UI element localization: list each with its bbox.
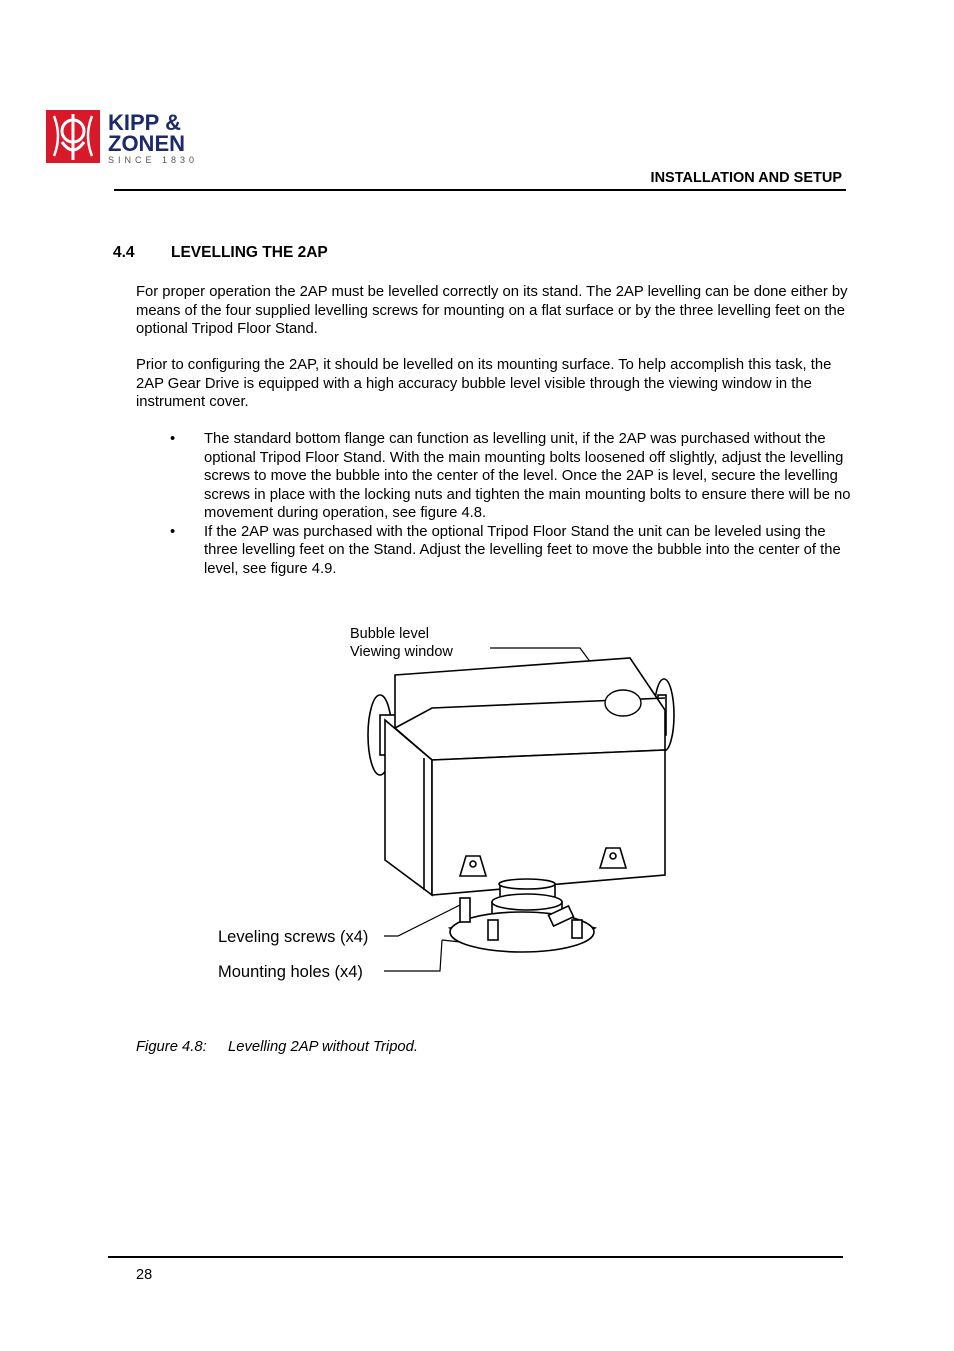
label-leveling-screws: Leveling screws (x4) bbox=[218, 928, 369, 946]
section-title: LEVELLING THE 2AP bbox=[171, 244, 328, 261]
bullet-item bbox=[136, 523, 852, 579]
footer-divider bbox=[108, 1256, 843, 1258]
bullet-marker: • bbox=[170, 431, 176, 447]
label-viewing-window: Viewing window bbox=[350, 644, 453, 660]
paragraph: Prior to configuring the 2AP, it should be levelled on its mounting surface. To help accomplish this task, the 2AP Gear Drive is equipped with a high accuracy bubble level visible through the viewing window in the instrument cover. bbox=[136, 357, 832, 410]
figure-caption bbox=[136, 1039, 418, 1055]
logo-line-2: ZONEN bbox=[108, 131, 185, 156]
kipp-zonen-emblem-icon bbox=[46, 110, 100, 163]
figure-drawing bbox=[210, 620, 710, 990]
bullet-text: The standard bottom flange can function as levelling unit, if the 2AP was purchased without the optional Tripod Floor Stand. With the main mounting bolts loosened off slightly, adjust the levelling screws to move the bubble into the center of the level. Once the 2AP is level, secure the levelling screws in place with the locking nuts and tighten the main mounting bolts to ensure there will be no movement during operation, see figure 4.8. bbox=[204, 431, 851, 521]
company-logo bbox=[44, 106, 234, 166]
logo-line-1: KIPP & bbox=[108, 110, 181, 135]
bullet-list bbox=[136, 430, 852, 578]
instrument-2ap bbox=[368, 658, 674, 952]
paragraph: For proper operation the 2AP must be levelled correctly on its stand. The 2AP levelling can be done either by means of the four supplied levelling screws for mounting on a flat surface or by the three levelling feet on the optional Tripod Floor Stand. bbox=[136, 284, 848, 337]
page-number: 28 bbox=[136, 1267, 153, 1283]
bullet-marker: • bbox=[170, 523, 176, 540]
section-number: 4.4 bbox=[113, 244, 135, 261]
figure-2ap-levelling bbox=[210, 620, 710, 990]
header-divider bbox=[114, 189, 846, 191]
bullet-text: If the 2AP was purchased with the optional Tripod Floor Stand the unit can be leveled using the three levelling feet on the Stand. Adjust the levelling feet to move the bubble into the center of the level, see figure 4.9. bbox=[204, 523, 841, 577]
caption-text: Levelling 2AP without Tripod. bbox=[228, 1039, 418, 1055]
section-heading bbox=[113, 244, 328, 262]
caption-number: Figure 4.8: bbox=[136, 1039, 207, 1055]
label-mounting-holes: Mounting holes (x4) bbox=[218, 963, 363, 981]
header-title: INSTALLATION AND SETUP bbox=[650, 170, 842, 186]
logo-line-3: SINCE 1830 bbox=[108, 155, 199, 165]
bullet-item bbox=[136, 430, 852, 523]
label-bubble-level: Bubble level bbox=[350, 626, 429, 642]
